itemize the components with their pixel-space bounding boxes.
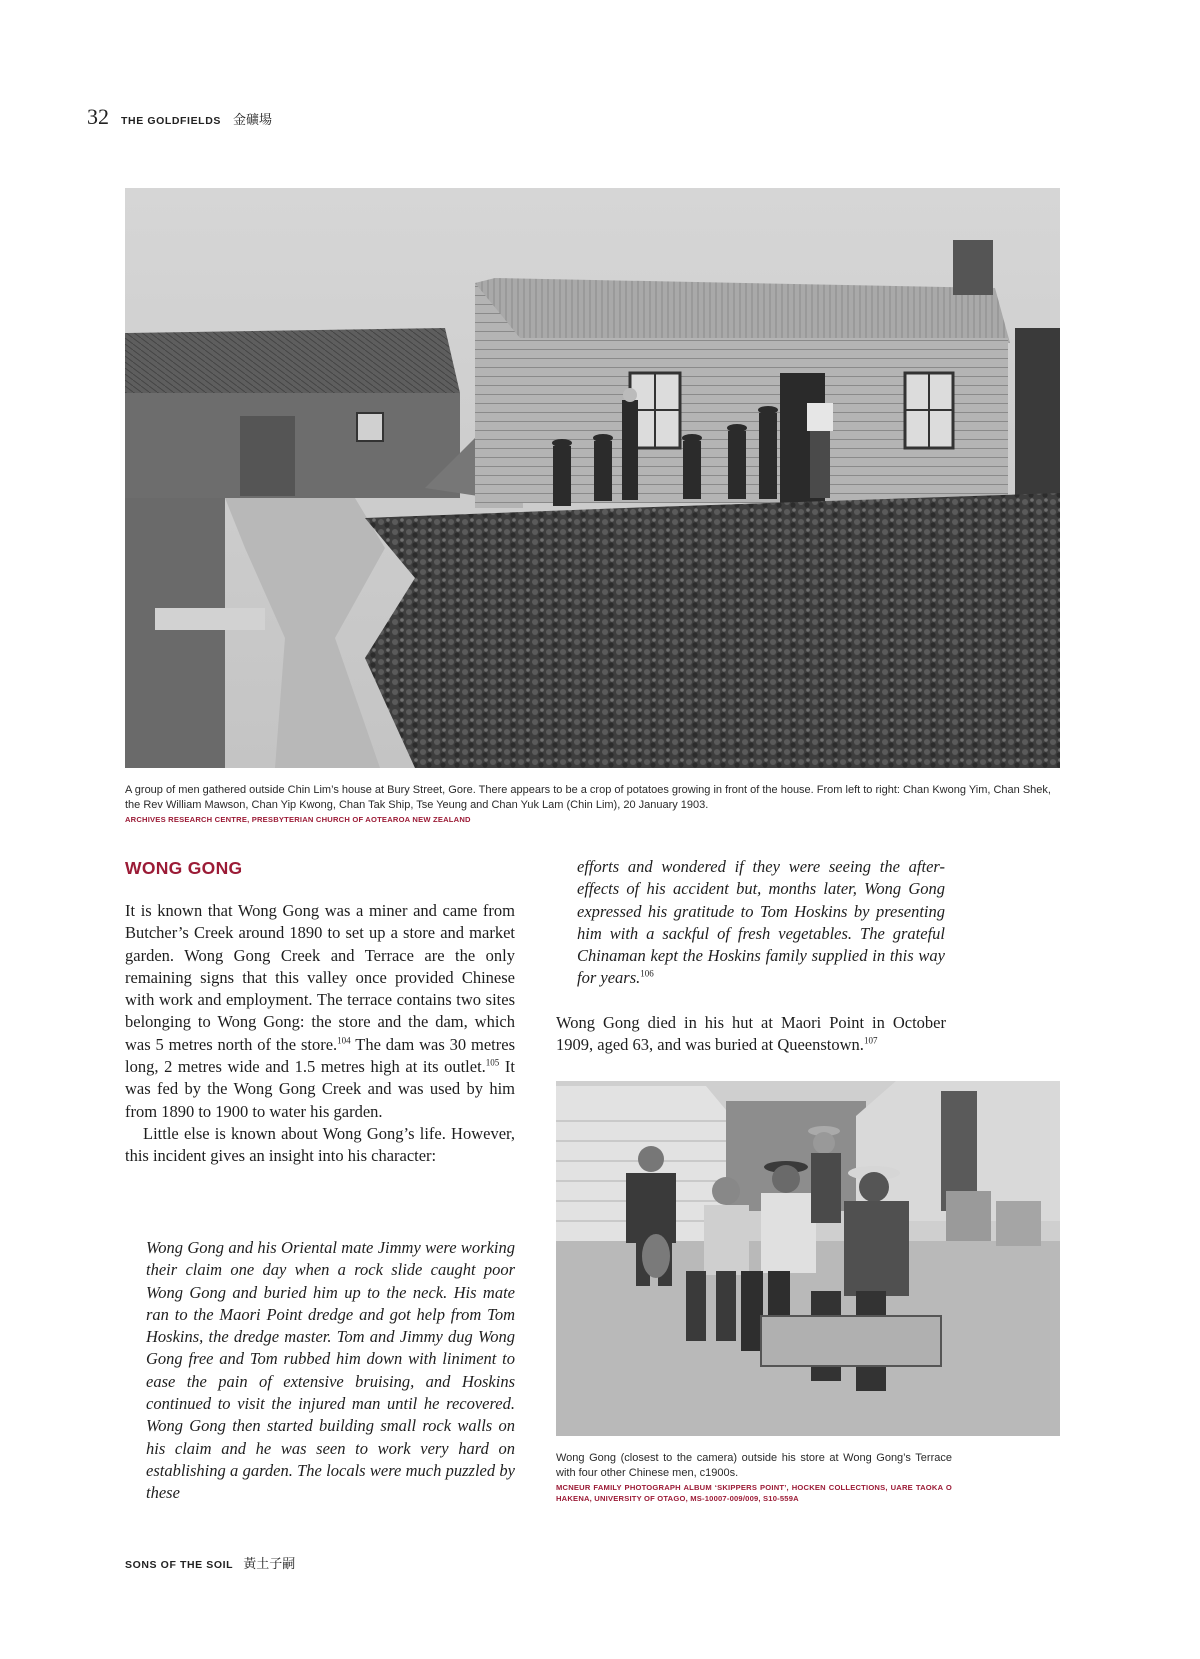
photo-chin-lim-house [125, 188, 1060, 768]
block-quote-continued [577, 856, 945, 990]
left-column [125, 900, 515, 1168]
photo-wong-gong-store-illustration [556, 1081, 1060, 1436]
section-title: THE GOLDFIELDS [121, 115, 221, 127]
caption-text: Wong Gong (closest to the camera) outside his store at Wong Gong’s Terrace with four other Chinese men, c1900s. [556, 1452, 952, 1479]
footnote-ref-107: 107 [863, 1035, 878, 1046]
photo-caption-bottom [556, 1451, 952, 1504]
right-column [556, 1012, 946, 1057]
paragraph-1-text-c: It was fed by the Wong Gong Creek and was used by him from 1890 to 1900 to water his garden. [125, 1057, 515, 1121]
paragraph-1 [125, 900, 515, 1123]
section-title-chinese: 金礦場 [232, 113, 272, 128]
footnote-ref-106: 106 [640, 968, 654, 979]
page-number: 32 [87, 104, 109, 129]
article-heading: WONG GONG [125, 858, 243, 878]
running-header [87, 104, 272, 130]
paragraph-2: Little else is known about Wong Gong’s life. However, this incident gives an insight into his character: [125, 1123, 515, 1166]
paragraph-3 [556, 1012, 946, 1057]
block-quote-continued-text: efforts and wondered if they were seeing the after-effects of his accident but, months later, Wong Gong expressed his gratitude to Tom Hoskins by presenting him with a sackful of fresh vegetables. The grateful Chinaman kept the Hoskins family supplied in this way for years. [577, 857, 945, 988]
block-quote: Wong Gong and his Oriental mate Jimmy were working their claim one day when a rock slide caught poor Wong Gong and buried him up to the neck. His mate ran to the Maori Point dredge and got help from Tom Hoskins, the dredge master. Tom and Jimmy dug Wong Gong free and Tom rubbed him down with liniment to ease the pain of extensive bruising, and Hoskins continued to visit the injured man until he recovered. Wong Gong then started building small rock walls on his claim and he was seen to work very hard on establishing a garden. The locals were much puzzled by these [146, 1238, 515, 1503]
caption-text: A group of men gathered outside Chin Lim’s house at Bury Street, Gore. There appears to be a crop of potatoes growing in front of the house. From left to right: Chan Kwong Yim, Chan Shek, the Rev William Mawson, Chan Yip Kwong, Chan Tak Ship, Tse Yeung and Chan Yuk Lam (Chin Lim), 20 January 1903. [125, 784, 1051, 811]
photo-credit: MCNEUR FAMILY PHOTOGRAPH ALBUM ‘SKIPPERS POINT’, HOCKEN COLLECTIONS, UARE TAOKA O HAKENA, UNIVERSITY OF OTAGO, MS-10007-009/009, S10-559A [556, 1483, 952, 1503]
photo-caption-top [125, 783, 1060, 825]
book-title-chinese: 黃土子嗣 [243, 1557, 296, 1572]
footnote-ref-105: 105 [485, 1057, 500, 1068]
footnote-ref-104: 104 [337, 1035, 351, 1046]
paragraph-1-text-a: It is known that Wong Gong was a miner and came from Butcher’s Creek around 1890 to set up a store and market garden. Wong Gong Creek and Terrace are the only remaining signs that this valley once provided Chinese with work and employment. The terrace contains two sites belonging to Wong Gong: the store and the dam, which was 5 metres north of the store. [125, 901, 515, 1054]
paragraph-1-text-b: The dam was 30 metres long, 2 metres wide and 1.5 metres high at its outlet. [125, 1034, 515, 1077]
paragraph-3-text: Wong Gong died in his hut at Maori Point in October 1909, aged 63, and was buried at Queenstown. [556, 1013, 946, 1055]
photo-chin-lim-house-illustration [125, 188, 1060, 768]
photo-wong-gong-store [556, 1081, 1060, 1436]
photo-credit: ARCHIVES RESEARCH CENTRE, PRESBYTERIAN CHURCH OF AOTEAROA NEW ZEALAND [125, 815, 471, 824]
book-title: SONS OF THE SOIL [125, 1559, 234, 1571]
running-footer [125, 1553, 295, 1572]
